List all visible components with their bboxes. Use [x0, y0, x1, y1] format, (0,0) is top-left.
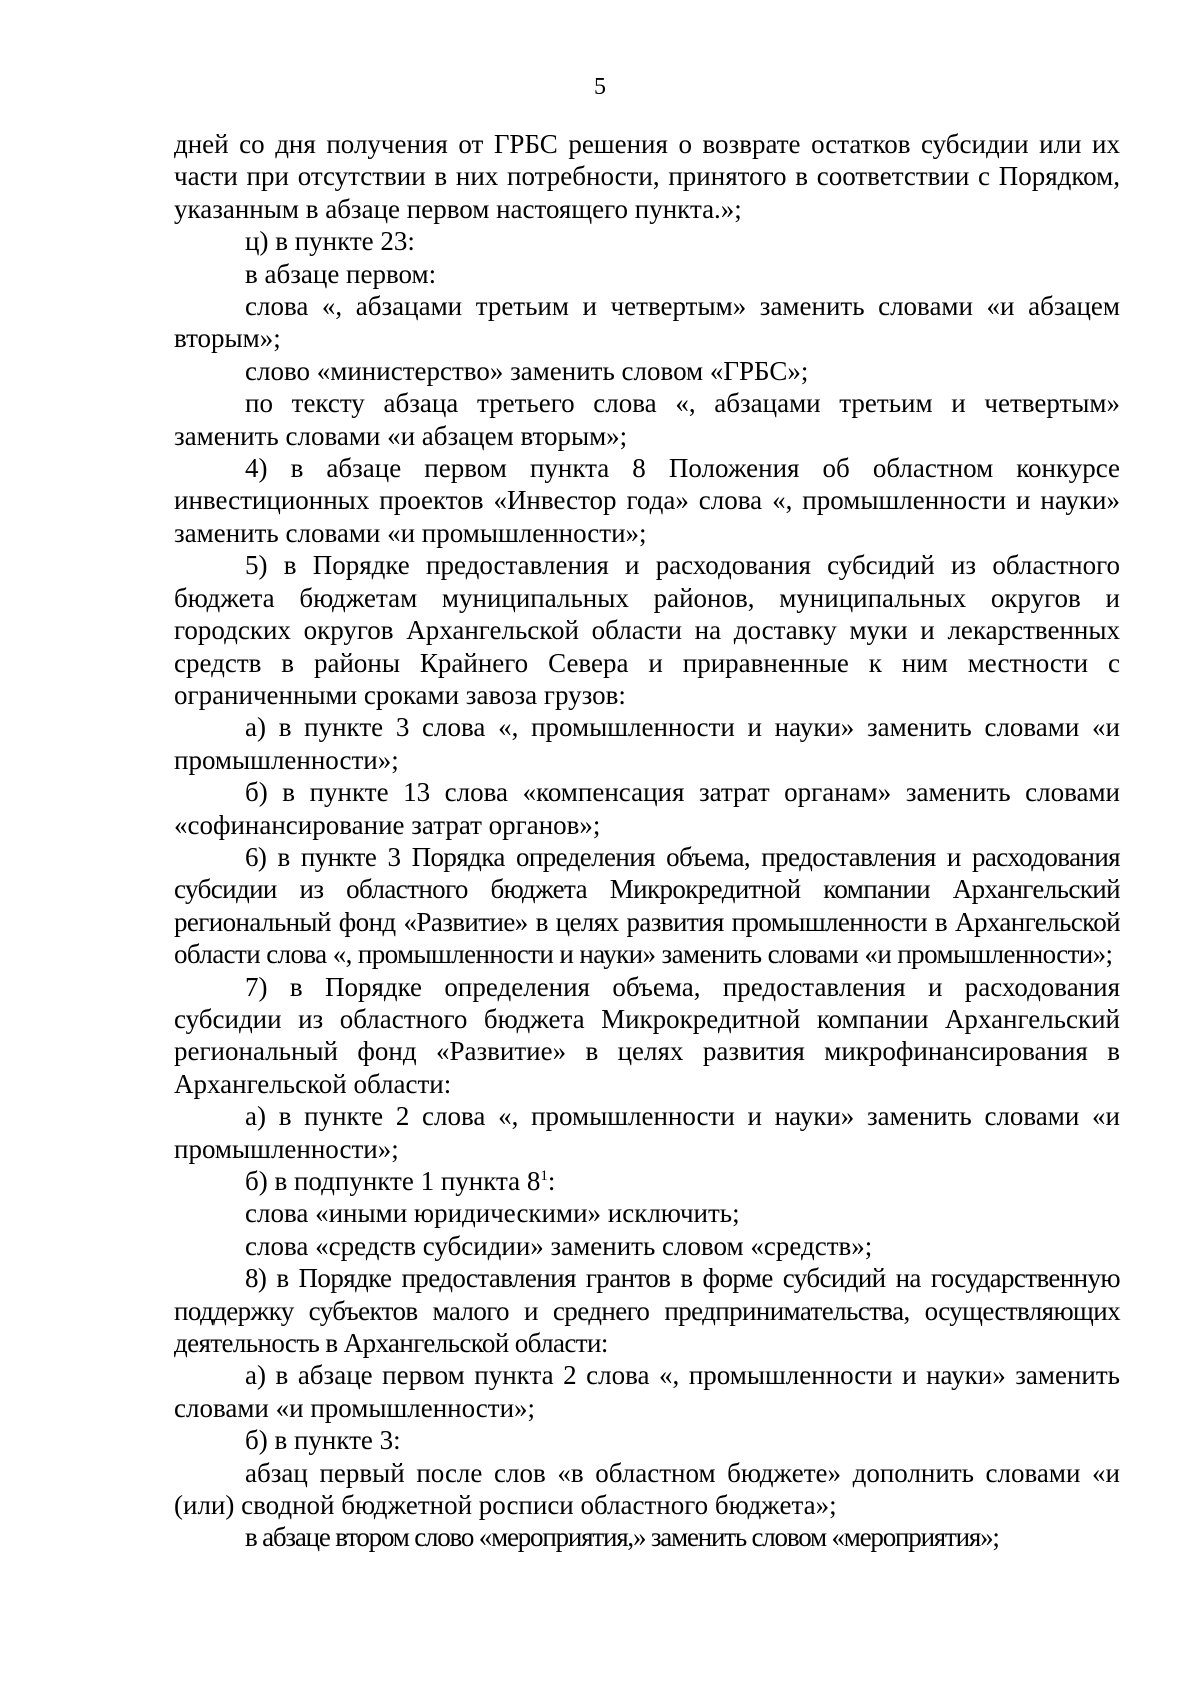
paragraph: 5) в Порядке предоставления и расходования субсидий из областного бюджета бюджетам муниципальных районов, муниципальных округов и городских округов Архангельской области на доставку муки и лекарственных средств в районы Крайнего Севера и приравненные к ним местности с ограниченными сроками завоза грузов: — [174, 550, 1120, 710]
paragraph: слова «иными юридическими» исключить; — [245, 1198, 740, 1229]
paragraph: а) в пункте 2 слова «, промышленности и науки» заменить словами «и промышленности»; — [174, 1101, 1120, 1164]
paragraph: 4) в абзаце первом пункта 8 Положения об областном конкурсе инвестиционных проектов «Инвестор года» слова «, промышленности и науки» заменить словами «и промышленности»; — [174, 453, 1120, 548]
paragraph-text-end: : — [547, 1166, 556, 1196]
paragraph: в абзаце первом: — [245, 258, 437, 289]
paragraph: слово «министерство» заменить словом «ГРБС»; — [245, 355, 809, 386]
paragraph: слова «, абзацами третьим и четвертым» заменить словами «и абзацем вторым»; — [174, 291, 1120, 354]
paragraph: 6) в пункте 3 Порядка определения объема, предоставления и расходования субсидии из областного бюджета Микрокредитной компании Архангельский региональный фонд «Развитие» в целях развития промышленности в Архангельской области слова «, промышленности и науки» заменить словами «и промышленности»; — [174, 841, 1120, 970]
paragraph: 8) в Порядке предоставления грантов в форме субсидий на государственную поддержку субъектов малого и среднего предпринимательства, осуществляющих деятельность в Архангельской области: — [174, 1263, 1120, 1359]
paragraph: а) в абзаце первом пункта 2 слова «, промышленности и науки» заменить словами «и промышленности»; — [174, 1360, 1120, 1423]
superscript: 1 — [540, 1168, 548, 1184]
paragraph: б) в пункте 3: — [245, 1425, 401, 1456]
paragraph: слова «средств субсидии» заменить словом «средств»; — [245, 1230, 873, 1261]
paragraph: дней со дня получения от ГРБС решения о возврате остатков субсидии или их части при отсутствии в них потребности, принятого в соответствии с Порядком, указанным в абзаце первом настоящего пункта.»; — [174, 129, 1120, 224]
document-body — [174, 128, 1120, 1554]
paragraph — [174, 1165, 1120, 1197]
paragraph: 7) в Порядке определения объема, предоставления и расходования субсидии из областного бюджета Микрокредитной компании Архангельский региональный фонд «Развитие» в целях развития микрофинансирования в Архангельской области: — [174, 971, 1120, 1099]
page-number: 5 — [594, 74, 606, 100]
paragraph: абзац первый после слов «в областном бюджете» дополнить словами «и (или) сводной бюджетной росписи областного бюджета»; — [174, 1457, 1120, 1521]
paragraph: по тексту абзаца третьего слова «, абзацами третьим и четвертым» заменить словами «и абзацем вторым»; — [174, 388, 1120, 451]
paragraph: а) в пункте 3 слова «, промышленности и науки» заменить словами «и промышленности»; — [174, 712, 1120, 775]
paragraph: б) в пункте 13 слова «компенсация затрат органам» заменить словами «софинансирование затрат органов»; — [174, 777, 1120, 840]
paragraph-text: б) в подпункте 1 пункта 8 — [245, 1166, 541, 1196]
paragraph: ц) в пункте 23: — [245, 226, 415, 257]
paragraph: в абзаце втором слово «мероприятия,» заменить словом «мероприятия»; — [245, 1522, 999, 1553]
